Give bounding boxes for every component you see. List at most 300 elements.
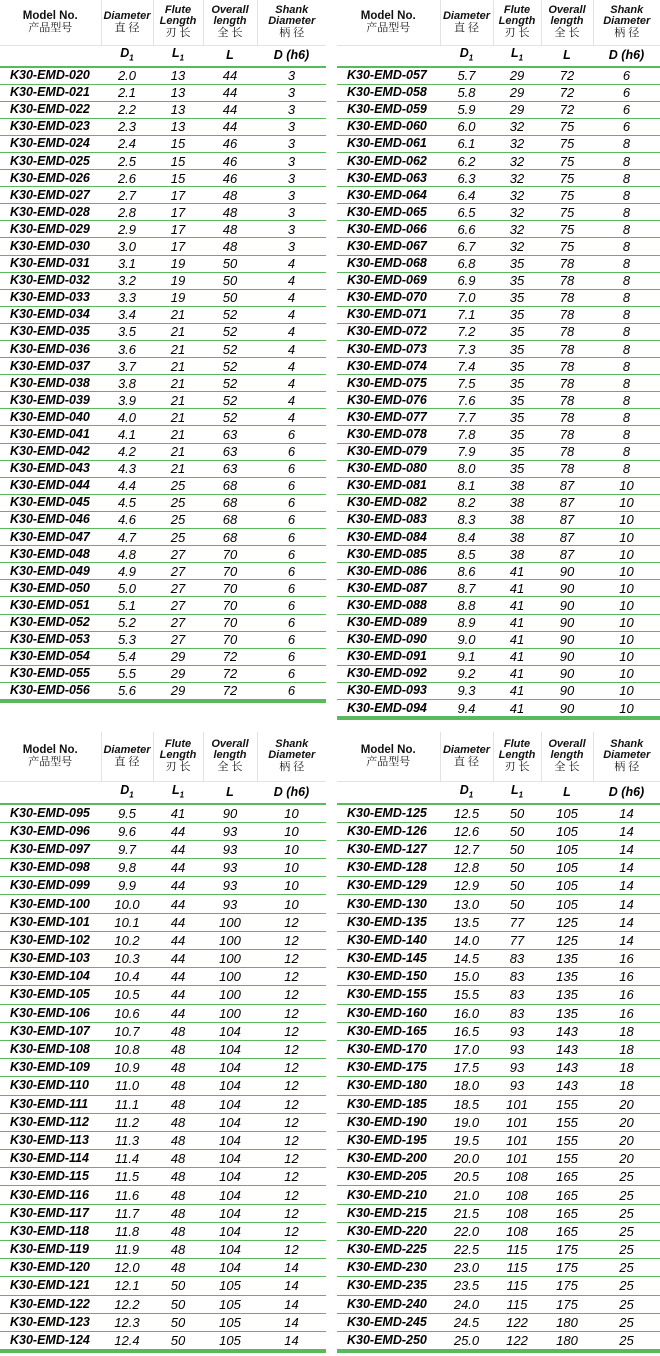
cell-model-no: K30-EMD-056	[0, 682, 101, 699]
cell-overall-length: 72	[541, 84, 593, 101]
cell-overall-length: 135	[541, 1004, 593, 1022]
spec-table	[0, 0, 326, 700]
header-shank-diameter	[593, 0, 660, 45]
symbol-l1-subscript: 1	[518, 53, 524, 63]
cell-model-no: K30-EMD-068	[337, 255, 440, 272]
cell-overall-length: 78	[541, 255, 593, 272]
cell-flute-length: 27	[153, 597, 203, 614]
cell-overall-length: 100	[203, 968, 257, 986]
cell-shank-diameter: 25	[593, 1277, 660, 1295]
cell-shank-diameter: 8	[593, 460, 660, 477]
cell-overall-length: 165	[541, 1186, 593, 1204]
header-model-no-label: Model No.	[360, 9, 416, 22]
cell-shank-diameter: 12	[257, 1040, 326, 1058]
cell-overall-length: 100	[203, 986, 257, 1004]
header-diameter	[440, 732, 493, 781]
cell-shank-diameter: 4	[257, 358, 326, 375]
cell-model-no: K30-EMD-031	[0, 255, 101, 272]
table-row	[0, 840, 326, 858]
symbol-blank	[337, 781, 440, 804]
cell-shank-diameter: 8	[593, 255, 660, 272]
cell-diameter: 3.7	[101, 358, 153, 375]
cell-flute-length: 21	[153, 426, 203, 443]
cell-model-no: K30-EMD-108	[0, 1040, 101, 1058]
cell-model-no: K30-EMD-235	[337, 1277, 440, 1295]
cell-shank-diameter: 20	[593, 1150, 660, 1168]
cell-model-no: K30-EMD-065	[337, 204, 440, 221]
table-row	[0, 1277, 326, 1295]
cell-shank-diameter: 8	[593, 375, 660, 392]
cell-overall-length: 70	[203, 546, 257, 563]
cell-model-no: K30-EMD-145	[337, 950, 440, 968]
cell-diameter: 9.3	[440, 682, 493, 699]
table-row	[337, 1259, 660, 1277]
cell-overall-length: 48	[203, 221, 257, 238]
cell-diameter: 14.0	[440, 931, 493, 949]
cell-overall-length: 68	[203, 494, 257, 511]
cell-overall-length: 63	[203, 443, 257, 460]
cell-flute-length: 44	[153, 859, 203, 877]
table-row	[0, 1168, 326, 1186]
spec-table-bottom-right	[337, 732, 660, 1350]
cell-shank-diameter: 3	[257, 204, 326, 221]
header-overall-length	[541, 0, 593, 45]
cell-shank-diameter: 14	[257, 1331, 326, 1349]
cell-shank-diameter: 8	[593, 392, 660, 409]
cell-flute-length: 108	[493, 1186, 541, 1204]
table-row	[337, 272, 660, 289]
cell-flute-length: 93	[493, 1059, 541, 1077]
cell-diameter: 9.9	[101, 877, 153, 895]
cell-model-no: K30-EMD-084	[337, 529, 440, 546]
cell-overall-length: 100	[203, 931, 257, 949]
cell-shank-diameter: 4	[257, 392, 326, 409]
cell-overall-length: 46	[203, 170, 257, 187]
cell-model-no: K30-EMD-076	[337, 392, 440, 409]
cell-model-no: K30-EMD-100	[0, 895, 101, 913]
table-row	[337, 426, 660, 443]
cell-flute-length: 35	[493, 323, 541, 340]
cell-shank-diameter: 6	[257, 477, 326, 494]
cell-model-no: K30-EMD-119	[0, 1241, 101, 1259]
cell-diameter: 8.3	[440, 511, 493, 528]
cell-model-no: K30-EMD-062	[337, 152, 440, 169]
cell-flute-length: 41	[493, 597, 541, 614]
cell-model-no: K30-EMD-096	[0, 822, 101, 840]
header-overall-length-label: Overall length	[548, 4, 586, 28]
cell-overall-length: 63	[203, 426, 257, 443]
cell-flute-length: 32	[493, 152, 541, 169]
cell-diameter: 5.3	[101, 631, 153, 648]
cell-diameter: 2.5	[101, 152, 153, 169]
cell-diameter: 20.0	[440, 1150, 493, 1168]
table-row	[0, 460, 326, 477]
cell-diameter: 11.9	[101, 1241, 153, 1259]
table-row	[337, 358, 660, 375]
cell-shank-diameter: 12	[257, 968, 326, 986]
cell-model-no: K30-EMD-116	[0, 1186, 101, 1204]
cell-overall-length: 78	[541, 289, 593, 306]
cell-overall-length: 125	[541, 931, 593, 949]
cell-shank-diameter: 6	[257, 563, 326, 580]
cell-diameter: 4.8	[101, 546, 153, 563]
table-row	[337, 913, 660, 931]
header-diameter	[101, 732, 153, 781]
cell-overall-length: 78	[541, 460, 593, 477]
cell-diameter: 5.4	[101, 648, 153, 665]
cell-shank-diameter: 12	[257, 1168, 326, 1186]
cell-model-no: K30-EMD-035	[0, 323, 101, 340]
cell-shank-diameter: 3	[257, 67, 326, 84]
cell-diameter: 11.8	[101, 1222, 153, 1240]
cell-overall-length: 104	[203, 1040, 257, 1058]
cell-flute-length: 48	[153, 1113, 203, 1131]
spec-table-top-left	[0, 0, 326, 700]
cell-flute-length: 122	[493, 1331, 541, 1349]
cell-overall-length: 44	[203, 84, 257, 101]
cell-shank-diameter: 12	[257, 1077, 326, 1095]
table-row	[337, 152, 660, 169]
cell-diameter: 6.4	[440, 187, 493, 204]
cell-diameter: 5.8	[440, 84, 493, 101]
table-row	[337, 631, 660, 648]
cell-shank-diameter: 12	[257, 1150, 326, 1168]
table-row	[0, 859, 326, 877]
cell-flute-length: 17	[153, 238, 203, 255]
table-row	[0, 1113, 326, 1131]
cell-overall-length: 90	[541, 614, 593, 631]
cell-model-no: K30-EMD-038	[0, 375, 101, 392]
table-row	[337, 1150, 660, 1168]
cell-flute-length: 27	[153, 546, 203, 563]
cell-overall-length: 72	[541, 101, 593, 118]
cell-overall-length: 104	[203, 1222, 257, 1240]
cell-diameter: 9.0	[440, 631, 493, 648]
cell-flute-length: 32	[493, 118, 541, 135]
symbol-d-h6	[257, 45, 326, 67]
cell-overall-length: 52	[203, 409, 257, 426]
table-row	[0, 118, 326, 135]
cell-shank-diameter: 14	[257, 1313, 326, 1331]
cell-overall-length: 100	[203, 950, 257, 968]
cell-flute-length: 35	[493, 272, 541, 289]
cell-overall-length: 105	[203, 1277, 257, 1295]
cell-flute-length: 27	[153, 580, 203, 597]
cell-shank-diameter: 12	[257, 1095, 326, 1113]
cell-overall-length: 75	[541, 170, 593, 187]
cell-overall-length: 143	[541, 1077, 593, 1095]
cell-diameter: 7.0	[440, 289, 493, 306]
cell-overall-length: 52	[203, 358, 257, 375]
cell-diameter: 12.3	[101, 1313, 153, 1331]
table-row	[0, 358, 326, 375]
cell-model-no: K30-EMD-095	[0, 804, 101, 822]
cell-flute-length: 41	[153, 804, 203, 822]
cell-flute-length: 101	[493, 1150, 541, 1168]
cell-shank-diameter: 8	[593, 323, 660, 340]
cell-model-no: K30-EMD-109	[0, 1059, 101, 1077]
table-row	[0, 1095, 326, 1113]
table-row	[0, 913, 326, 931]
cell-diameter: 19.0	[440, 1113, 493, 1131]
symbol-l-text: L	[563, 48, 571, 63]
cell-model-no: K30-EMD-060	[337, 118, 440, 135]
cell-diameter: 20.5	[440, 1168, 493, 1186]
cell-overall-length: 100	[203, 913, 257, 931]
spec-table	[0, 732, 326, 1350]
cell-model-no: K30-EMD-058	[337, 84, 440, 101]
symbol-l1-text: L	[171, 782, 180, 797]
cell-model-no: K30-EMD-079	[337, 443, 440, 460]
table-row	[337, 986, 660, 1004]
cell-diameter: 2.0	[101, 67, 153, 84]
symbol-row	[0, 45, 326, 67]
cell-diameter: 3.4	[101, 306, 153, 323]
cell-overall-length: 52	[203, 341, 257, 358]
table-row	[0, 1040, 326, 1058]
cell-overall-length: 90	[541, 648, 593, 665]
cell-flute-length: 44	[153, 931, 203, 949]
cell-flute-length: 108	[493, 1204, 541, 1222]
cell-model-no: K30-EMD-090	[337, 631, 440, 648]
cell-overall-length: 100	[203, 1004, 257, 1022]
cell-flute-length: 50	[153, 1295, 203, 1313]
table-row	[337, 1295, 660, 1313]
cell-overall-length: 175	[541, 1241, 593, 1259]
table-row	[337, 255, 660, 272]
cell-model-no: K30-EMD-086	[337, 563, 440, 580]
cell-diameter: 16.0	[440, 1004, 493, 1022]
cell-shank-diameter: 3	[257, 238, 326, 255]
cell-flute-length: 77	[493, 931, 541, 949]
header-row	[337, 732, 660, 781]
cell-model-no: K30-EMD-069	[337, 272, 440, 289]
cell-model-no: K30-EMD-205	[337, 1168, 440, 1186]
cell-shank-diameter: 18	[593, 1040, 660, 1058]
cell-flute-length: 25	[153, 511, 203, 528]
cell-shank-diameter: 8	[593, 221, 660, 238]
cell-diameter: 5.1	[101, 597, 153, 614]
cell-flute-length: 115	[493, 1241, 541, 1259]
table-row	[0, 238, 326, 255]
cell-diameter: 24.0	[440, 1295, 493, 1313]
cell-flute-length: 25	[153, 477, 203, 494]
cell-model-no: K30-EMD-051	[0, 597, 101, 614]
cell-model-no: K30-EMD-180	[337, 1077, 440, 1095]
cell-overall-length: 155	[541, 1113, 593, 1131]
symbol-d1-text: D	[459, 46, 469, 60]
table-row	[0, 665, 326, 682]
symbol-d1-subscript: 1	[468, 53, 474, 63]
cell-model-no: K30-EMD-101	[0, 913, 101, 931]
cell-model-no: K30-EMD-022	[0, 101, 101, 118]
cell-shank-diameter: 8	[593, 426, 660, 443]
cell-model-no: K30-EMD-075	[337, 375, 440, 392]
cell-model-no: K30-EMD-039	[0, 392, 101, 409]
cell-model-no: K30-EMD-034	[0, 306, 101, 323]
cell-model-no: K30-EMD-122	[0, 1295, 101, 1313]
cell-flute-length: 44	[153, 913, 203, 931]
cell-flute-length: 32	[493, 238, 541, 255]
table-row	[337, 859, 660, 877]
cell-diameter: 10.7	[101, 1022, 153, 1040]
header-shank-diameter	[257, 732, 326, 781]
cell-shank-diameter: 14	[593, 877, 660, 895]
cell-model-no: K30-EMD-104	[0, 968, 101, 986]
table-row	[337, 1040, 660, 1058]
cell-overall-length: 90	[541, 699, 593, 716]
cell-diameter: 2.8	[101, 204, 153, 221]
cell-overall-length: 175	[541, 1259, 593, 1277]
cell-shank-diameter: 14	[257, 1277, 326, 1295]
cell-diameter: 8.4	[440, 529, 493, 546]
cell-diameter: 8.2	[440, 494, 493, 511]
cell-overall-length: 104	[203, 1150, 257, 1168]
symbol-d-h6	[257, 781, 326, 804]
table-row	[0, 1131, 326, 1149]
cell-diameter: 3.2	[101, 272, 153, 289]
symbol-l	[203, 45, 257, 67]
table-row	[337, 950, 660, 968]
cell-flute-length: 38	[493, 546, 541, 563]
cell-model-no: K30-EMD-225	[337, 1241, 440, 1259]
cell-diameter: 6.2	[440, 152, 493, 169]
cell-shank-diameter: 10	[593, 494, 660, 511]
cell-overall-length: 52	[203, 375, 257, 392]
cell-shank-diameter: 6	[257, 546, 326, 563]
header-diameter	[101, 0, 153, 45]
cell-model-no: K30-EMD-063	[337, 170, 440, 187]
cell-shank-diameter: 10	[257, 822, 326, 840]
cell-flute-length: 35	[493, 358, 541, 375]
cell-shank-diameter: 6	[257, 597, 326, 614]
cell-flute-length: 41	[493, 648, 541, 665]
cell-overall-length: 104	[203, 1113, 257, 1131]
cell-shank-diameter: 12	[257, 1186, 326, 1204]
cell-diameter: 7.5	[440, 375, 493, 392]
symbol-d1-subscript: 1	[129, 53, 134, 63]
symbol-l1-text: L	[510, 782, 519, 797]
cell-diameter: 9.4	[440, 699, 493, 716]
header-model-no-label: Model No.	[360, 743, 416, 756]
cell-overall-length: 75	[541, 152, 593, 169]
cell-shank-diameter: 10	[257, 877, 326, 895]
cell-overall-length: 72	[203, 665, 257, 682]
cell-model-no: K30-EMD-185	[337, 1095, 440, 1113]
cell-model-no: K30-EMD-080	[337, 460, 440, 477]
cell-shank-diameter: 3	[257, 170, 326, 187]
cell-shank-diameter: 8	[593, 341, 660, 358]
cell-diameter: 25.0	[440, 1331, 493, 1349]
cell-diameter: 9.2	[440, 665, 493, 682]
cell-model-no: K30-EMD-140	[337, 931, 440, 949]
table-row	[337, 204, 660, 221]
cell-shank-diameter: 8	[593, 135, 660, 152]
cell-overall-length: 90	[541, 665, 593, 682]
cell-shank-diameter: 25	[593, 1313, 660, 1331]
table-row	[0, 1204, 326, 1222]
cell-overall-length: 165	[541, 1204, 593, 1222]
header-shank-diameter-label: Shank Diameter	[603, 738, 651, 762]
cell-flute-length: 35	[493, 460, 541, 477]
cell-diameter: 11.2	[101, 1113, 153, 1131]
cell-overall-length: 87	[541, 494, 593, 511]
cell-overall-length: 87	[541, 546, 593, 563]
cell-shank-diameter: 10	[593, 682, 660, 699]
cell-overall-length: 105	[203, 1295, 257, 1313]
cell-flute-length: 21	[153, 409, 203, 426]
cell-flute-length: 29	[153, 682, 203, 699]
cell-overall-length: 72	[203, 682, 257, 699]
cell-overall-length: 48	[203, 204, 257, 221]
cell-model-no: K30-EMD-085	[337, 546, 440, 563]
cell-shank-diameter: 6	[257, 529, 326, 546]
cell-flute-length: 50	[493, 859, 541, 877]
cell-overall-length: 93	[203, 840, 257, 858]
table-row	[337, 494, 660, 511]
cell-diameter: 8.8	[440, 597, 493, 614]
header-flute-length	[153, 0, 203, 45]
cell-shank-diameter: 10	[593, 597, 660, 614]
symbol-d1-subscript: 1	[468, 790, 474, 799]
cell-diameter: 4.6	[101, 511, 153, 528]
table-row	[337, 511, 660, 528]
cell-flute-length: 44	[153, 950, 203, 968]
table-row	[337, 477, 660, 494]
cell-overall-length: 155	[541, 1131, 593, 1149]
table-row	[337, 546, 660, 563]
table-row	[0, 1022, 326, 1040]
cell-flute-length: 21	[153, 375, 203, 392]
cell-flute-length: 48	[153, 1186, 203, 1204]
table-row	[0, 563, 326, 580]
table-row	[337, 443, 660, 460]
cell-flute-length: 21	[153, 306, 203, 323]
cell-model-no: K30-EMD-124	[0, 1331, 101, 1349]
table-row	[337, 1186, 660, 1204]
cell-shank-diameter: 20	[593, 1095, 660, 1113]
cell-model-no: K30-EMD-045	[0, 494, 101, 511]
cell-model-no: K30-EMD-072	[337, 323, 440, 340]
cell-overall-length: 70	[203, 580, 257, 597]
table-row	[337, 968, 660, 986]
cell-shank-diameter: 6	[257, 494, 326, 511]
table-row	[0, 135, 326, 152]
cell-flute-length: 48	[153, 1150, 203, 1168]
cell-overall-length: 104	[203, 1059, 257, 1077]
cell-flute-length: 48	[153, 1059, 203, 1077]
cell-shank-diameter: 8	[593, 152, 660, 169]
cell-model-no: K30-EMD-081	[337, 477, 440, 494]
header-flute-length	[153, 732, 203, 781]
cell-model-no: K30-EMD-024	[0, 135, 101, 152]
table-row	[0, 101, 326, 118]
cell-overall-length: 78	[541, 323, 593, 340]
cell-flute-length: 41	[493, 631, 541, 648]
cell-model-no: K30-EMD-057	[337, 67, 440, 84]
cell-flute-length: 50	[493, 804, 541, 822]
cell-diameter: 3.6	[101, 341, 153, 358]
cell-model-no: K30-EMD-044	[0, 477, 101, 494]
cell-flute-length: 32	[493, 170, 541, 187]
cell-model-no: K30-EMD-043	[0, 460, 101, 477]
cell-model-no: K30-EMD-059	[337, 101, 440, 118]
cell-diameter: 24.5	[440, 1313, 493, 1331]
header-overall-length-label-cn: 全 长	[554, 761, 580, 774]
cell-model-no: K30-EMD-220	[337, 1222, 440, 1240]
cell-diameter: 2.6	[101, 170, 153, 187]
header-diameter-label: Diameter	[442, 743, 491, 756]
